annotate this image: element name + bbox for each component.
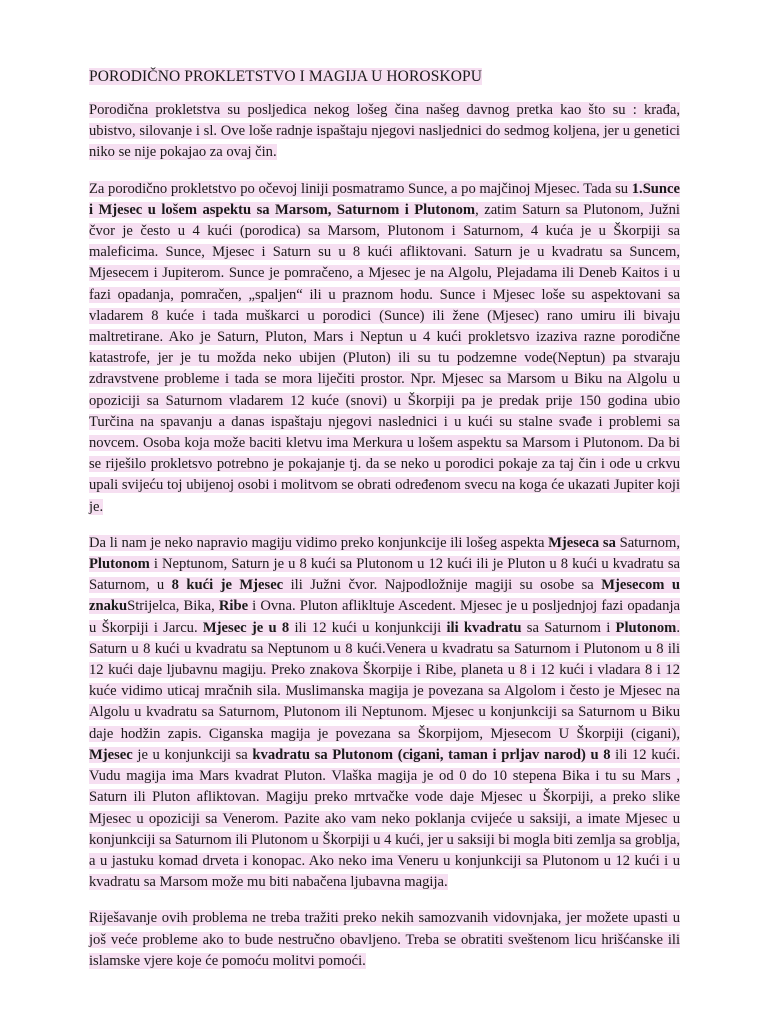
text-run: Saturnom,	[615, 534, 680, 551]
text-run: i Ovna. Pluton aflikltuje Ascedent. Mjesec je u posljednjoj fazi opadanja u Škorpiji i Jarcu.	[89, 598, 680, 636]
paragraph-intro	[89, 100, 680, 164]
paragraph-family-curse-text	[89, 181, 680, 515]
text-run: je u konjunkciji sa	[132, 746, 253, 763]
document-title	[89, 66, 680, 88]
paragraph-magic	[89, 533, 680, 893]
text-run: Za porodično prokletstvo po očevoj liniji posmatramo Sunce, a po majčinoj Mjesec. Tada su	[89, 180, 632, 197]
paragraph-resolution-text: Riješavanje ovih problema ne treba tražiti preko nekih samozvanih vidovnjaka, jer možete upasti u još veće probleme ako to bude nestručno obavljeno. Treba se obratiti sveštenom licu hrišćanske ili islamske vjere koje će pomoću molitvi pomoći.	[89, 910, 680, 969]
text-run: . Saturn u 8 kući u kvadratu sa Neptunom u 8 kući.Venera u kvadratu sa Saturnom i Plutonom u 8 ili 12 kući daje ljubavnu magiju. Preko znakova Škorpije i Ribe, planeta u 8 i 12 kući i vladara 8 i 12 kuće vidimo uticaj mračnih sila. Muslimanska magija je povezana sa Algolom i često je Mjesec na Algolu u kvadratu sa Saturnom, Plutonom ili Neptunom. Mjesec u konjunkciji sa Saturnom u Biku daje hodžin zapis. Ciganska magija je povezana sa Škorpijom, Mjesecom U Škorpiji (cigani),	[89, 619, 680, 742]
bold-run: 1.Sunce i Mjesec u lošem aspektu sa Marsom, Saturnom i Plutonom	[89, 180, 680, 218]
title-text: PORODIČNO PROKLETSTVO I MAGIJA U HOROSKOPU	[89, 68, 483, 85]
bold-run: Plutonom	[89, 556, 150, 573]
text-run: ili 12 kući u konjunkciji	[289, 619, 447, 636]
text-run: Strijelca, Bika,	[127, 598, 219, 615]
bold-run: 8 kući je Mjesec	[171, 577, 284, 594]
text-run: i Neptunom, Saturn je u 8 kući sa Plutonom u 12 kući ili je Pluton u 8 kući u kvadratu sa Saturnom, u	[89, 556, 680, 594]
text-run: , zatim Saturn sa Plutonom, Južni čvor je često u 4 kući (porodica) sa Marsom, Plutonom i Saturnom, 4 kuća je u Škorpiji sa maleficima. Sunce, Mjesec i Saturn su u 8 kući afliktovani. Saturn je u kvadratu sa Suncem, Mjesecem i Jupiterom. Sunce je pomračeno, a Mjesec je na Algolu, Plejadama ili Deneb Kaitos i u fazi opadanja, pomračen, „spaljen“ ili u praznom hodu. Sunce i Mjesec loše su aspektovani sa vladarem 8 kuće i tada muškarci u porodici (Sunce) ili žene (Mjesec) rano umiru ili bivaju maltretirane. Ako je Saturn, Pluton, Mars i Neptun u 4 kući prokletsvo izaziva razne porodične katastrofe, jer je tu možda neko ubijen (Pluton) ili su tu podzemne vode(Neptun) pa stvaraju zdravstvene probleme i tada se mora liječiti prostor. Npr. Mjesec sa Marsom u Biku na Algolu u opoziciji sa Saturnom vladarem 12 kuće (snovi) u Škorpiji pa je predak prije 150 godina ubio Turčina na spavanju a danas ispaštaju njegovi naslednici i u kući su stalne svađe i problemi sa novcem. Osoba koja može baciti kletvu ima Merkura u lošem aspektu sa Marsom i Plutonom. Da bi se riješilo prokletsvo potrebno je pokajanje tj. da se neko u porodici pokaje za taj čin i ode u crkvu upali svijeću toj ubijenoj osobi i molitvom se obrati određenom svecu na koga će ukazati Jupiter koji je.	[89, 201, 680, 515]
bold-run: Plutonom	[615, 619, 677, 636]
text-run: sa Saturnom i	[521, 619, 616, 636]
bold-run: ili kvadratu	[446, 619, 522, 636]
bold-run: Mjesec je u 8	[202, 619, 290, 636]
paragraph-intro-text: Porodična prokletstva su posljedica nekog lošeg čina našeg davnog pretka kao što su : krađa, ubistvo, silovanje i sl. Ove loše radnje ispaštaju njegovi nasljednici do sedmog koljena, jer u genetici niko se nije pokajao za ovaj čin.	[89, 102, 680, 161]
bold-run: Mjesecom u znaku	[89, 577, 680, 615]
bold-run: Mjeseca sa	[548, 534, 616, 551]
paragraph-family-curse	[89, 179, 680, 518]
paragraph-resolution	[89, 908, 680, 972]
text-run: Da li nam je neko napravio magiju vidimo preko konjunkcije ili lošeg aspekta	[89, 534, 549, 551]
text-run: ili Južni čvor. Najpodložnije magiji su osobe sa	[283, 577, 602, 594]
bold-run: Mjesec	[89, 746, 133, 763]
bold-run: kvadratu sa Plutonom (cigani, taman i prljav narod) u 8	[252, 746, 611, 763]
text-run: ili 12 kući. Vudu magija ima Mars kvadrat Pluton. Vlaška magija je od 0 do 10 stepena Bika i tu su Mars , Saturn ili Pluton afliktovan. Magiju preko mrtvačke vode daje Mjesec u Škorpiji, a preko slike Mjesec u opoziciji sa Venerom. Pazite ako vam neko poklanja cvijeće u saksiji, a imate Mjesec u konjunkciji sa Saturnom ili Plutonom u Škorpiji u 4 kući, jer u saksiji bi mogla biti zemlja sa groblja, a u jastuku komad drveta i konopac. Ako neko ima Veneru u konjunkciji sa Plutonom u 12 kući i u kvadratu sa Marsom može mu biti nabačena ljubavna magija.	[89, 746, 680, 891]
bold-run: Ribe	[218, 598, 249, 615]
paragraph-magic-text	[89, 535, 680, 890]
